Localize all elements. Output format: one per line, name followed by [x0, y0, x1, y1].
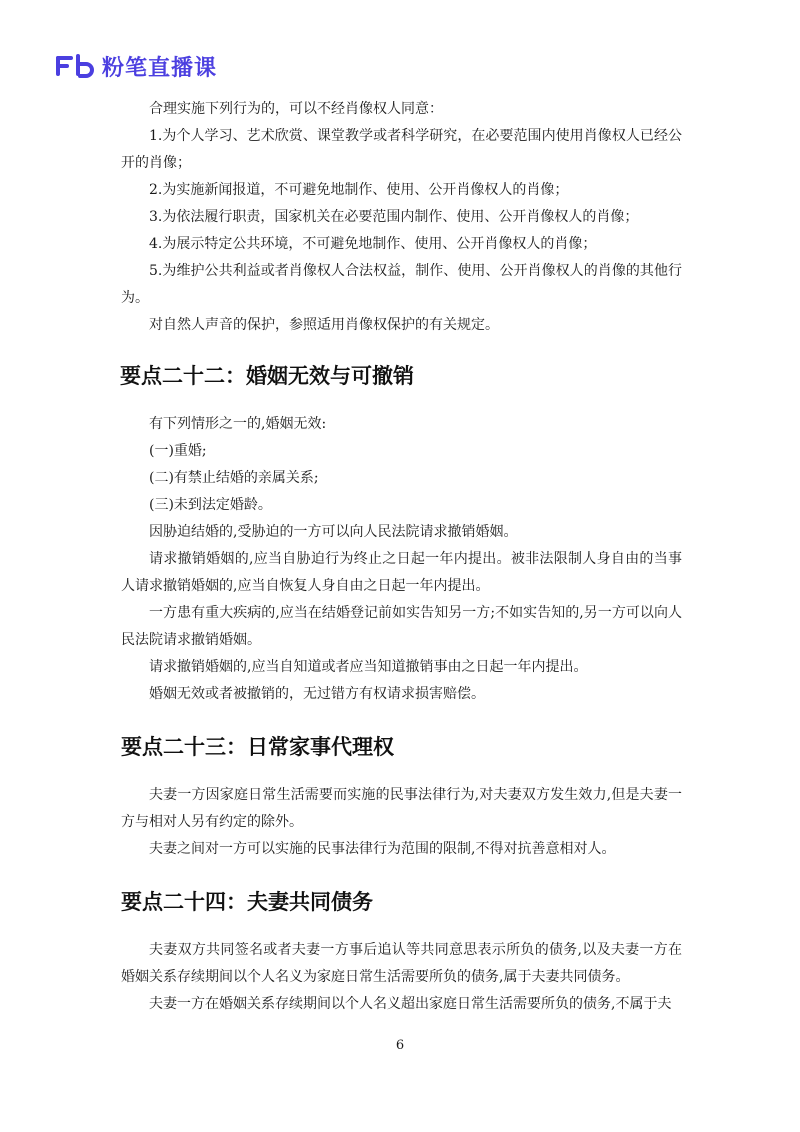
paragraph: 合理实施下列行为的，可以不经肖像权人同意：: [149, 101, 443, 117]
fb-logo-icon: [56, 54, 96, 78]
section-heading: 要点二十二：婚姻无效与可撤销: [120, 364, 414, 388]
paragraph: 婚姻无效或者被撤销的，无过错方有权请求损害赔偿。: [149, 686, 485, 702]
list-item: 4.为展示特定公共环境，不可避免地制作、使用、公开肖像权人的肖像；: [149, 236, 597, 252]
section-23-body: [121, 782, 682, 863]
page-number: 6: [395, 1038, 405, 1053]
list-item: (一)重婚;: [149, 443, 207, 459]
document-body: [121, 96, 682, 1018]
paragraph: 夫妻双方共同签名或者夫妻一方事后追认等共同意思表示所负的债务,以及夫妻一方在婚姻关系存续期间以个人名义为家庭日常生活需要所负的债务,属于夫妻共同债务。: [121, 942, 682, 985]
paragraph: 夫妻一方在婚姻关系存续期间以个人名义超出家庭日常生活需要所负的债务,不属于夫: [149, 996, 672, 1012]
section-heading: 要点二十三：日常家事代理权: [121, 735, 394, 759]
paragraph: 夫妻一方因家庭日常生活需要而实施的民事法律行为,对夫妻双方发生效力,但是夫妻一方与相对人另有约定的除外。: [121, 787, 682, 830]
list-item: (二)有禁止结婚的亲属关系;: [149, 470, 319, 486]
paragraph: 因胁迫结婚的,受胁迫的一方可以向人民法院请求撤销婚姻。: [149, 524, 518, 540]
paragraph: 有下列情形之一的,婚姻无效:: [149, 416, 327, 432]
list-item: 5.为维护公共利益或者肖像权人合法权益，制作、使用、公开肖像权人的肖像的其他行为。: [121, 263, 682, 306]
brand-logo: [56, 52, 217, 80]
paragraph: 夫妻之间对一方可以实施的民事法律行为范围的限制,不得对抗善意相对人。: [149, 841, 616, 857]
section-22-body: [121, 411, 682, 708]
paragraph: 请求撤销婚姻的,应当自胁迫行为终止之日起一年内提出。被非法限制人身自由的当事人请求撤销婚姻的,应当自恢复人身自由之日起一年内提出。: [121, 551, 682, 594]
list-item: (三)未到法定婚龄。: [149, 497, 272, 513]
list-item: 1.为个人学习、艺术欣赏、课堂教学或者科学研究，在必要范围内使用肖像权人已经公开的肖像；: [121, 128, 682, 171]
list-item: 2.为实施新闻报道，不可避免地制作、使用、公开肖像权人的肖像；: [149, 182, 569, 198]
paragraph: 请求撤销婚姻的,应当自知道或者应当知道撤销事由之日起一年内提出。: [149, 659, 588, 675]
list-item: 3.为依法履行职责，国家机关在必要范围内制作、使用、公开肖像权人的肖像；: [149, 209, 639, 225]
section-intro: [121, 96, 682, 339]
section-heading: 要点二十四：夫妻共同债务: [121, 890, 373, 914]
brand-name: 粉笔直播课: [102, 55, 218, 81]
paragraph: 一方患有重大疾病的,应当在结婚登记前如实告知另一方;不如实告知的,另一方可以向人民法院请求撤销婚姻。: [121, 605, 682, 648]
section-24-body: [121, 937, 682, 1018]
paragraph: 对自然人声音的保护，参照适用肖像权保护的有关规定。: [149, 317, 499, 333]
